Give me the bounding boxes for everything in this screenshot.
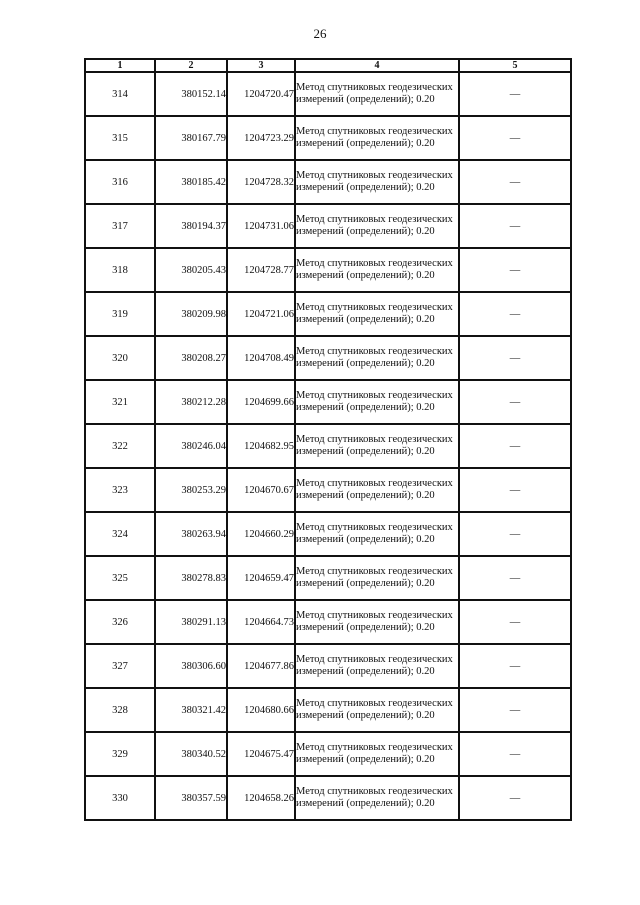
x-coordinate-cell: 380152.14 bbox=[155, 72, 227, 116]
note-cell: — bbox=[459, 732, 571, 776]
x-coordinate-cell: 380291.13 bbox=[155, 600, 227, 644]
y-coordinate-cell: 1204670.67 bbox=[227, 468, 295, 512]
x-coordinate-cell: 380340.52 bbox=[155, 732, 227, 776]
table-row bbox=[85, 292, 571, 336]
table-row bbox=[85, 72, 571, 116]
method-cell: Метод спутниковых геодезических измерений (определений); 0.20 bbox=[295, 204, 459, 248]
y-coordinate-cell: 1204658.26 bbox=[227, 776, 295, 820]
note-cell: — bbox=[459, 160, 571, 204]
point-number-cell: 330 bbox=[85, 776, 155, 820]
y-coordinate-cell: 1204731.06 bbox=[227, 204, 295, 248]
table-row bbox=[85, 732, 571, 776]
point-number-cell: 318 bbox=[85, 248, 155, 292]
y-coordinate-cell: 1204675.47 bbox=[227, 732, 295, 776]
note-cell: — bbox=[459, 776, 571, 820]
note-cell: — bbox=[459, 380, 571, 424]
y-coordinate-cell: 1204708.49 bbox=[227, 336, 295, 380]
method-cell: Метод спутниковых геодезических измерений (определений); 0.20 bbox=[295, 556, 459, 600]
point-number-cell: 320 bbox=[85, 336, 155, 380]
method-cell: Метод спутниковых геодезических измерений (определений); 0.20 bbox=[295, 160, 459, 204]
x-coordinate-cell: 380278.83 bbox=[155, 556, 227, 600]
point-number-cell: 319 bbox=[85, 292, 155, 336]
note-cell: — bbox=[459, 204, 571, 248]
table-row bbox=[85, 116, 571, 160]
header-col-1: 1 bbox=[85, 59, 155, 72]
point-number-cell: 323 bbox=[85, 468, 155, 512]
point-number-cell: 314 bbox=[85, 72, 155, 116]
note-cell: — bbox=[459, 248, 571, 292]
method-cell: Метод спутниковых геодезических измерений (определений); 0.20 bbox=[295, 72, 459, 116]
table-row bbox=[85, 512, 571, 556]
table-row bbox=[85, 644, 571, 688]
y-coordinate-cell: 1204720.47 bbox=[227, 72, 295, 116]
note-cell: — bbox=[459, 600, 571, 644]
note-cell: — bbox=[459, 688, 571, 732]
y-coordinate-cell: 1204682.95 bbox=[227, 424, 295, 468]
y-coordinate-cell: 1204728.77 bbox=[227, 248, 295, 292]
method-cell: Метод спутниковых геодезических измерений (определений); 0.20 bbox=[295, 644, 459, 688]
x-coordinate-cell: 380306.60 bbox=[155, 644, 227, 688]
point-number-cell: 328 bbox=[85, 688, 155, 732]
x-coordinate-cell: 380209.98 bbox=[155, 292, 227, 336]
x-coordinate-cell: 380246.04 bbox=[155, 424, 227, 468]
y-coordinate-cell: 1204699.66 bbox=[227, 380, 295, 424]
note-cell: — bbox=[459, 512, 571, 556]
note-cell: — bbox=[459, 468, 571, 512]
method-cell: Метод спутниковых геодезических измерений (определений); 0.20 bbox=[295, 292, 459, 336]
y-coordinate-cell: 1204721.06 bbox=[227, 292, 295, 336]
point-number-cell: 317 bbox=[85, 204, 155, 248]
note-cell: — bbox=[459, 116, 571, 160]
table-row bbox=[85, 468, 571, 512]
x-coordinate-cell: 380194.37 bbox=[155, 204, 227, 248]
y-coordinate-cell: 1204664.73 bbox=[227, 600, 295, 644]
method-cell: Метод спутниковых геодезических измерений (определений); 0.20 bbox=[295, 424, 459, 468]
method-cell: Метод спутниковых геодезических измерений (определений); 0.20 bbox=[295, 776, 459, 820]
x-coordinate-cell: 380205.43 bbox=[155, 248, 227, 292]
y-coordinate-cell: 1204659.47 bbox=[227, 556, 295, 600]
point-number-cell: 324 bbox=[85, 512, 155, 556]
x-coordinate-cell: 380185.42 bbox=[155, 160, 227, 204]
x-coordinate-cell: 380167.79 bbox=[155, 116, 227, 160]
x-coordinate-cell: 380357.59 bbox=[155, 776, 227, 820]
header-col-5: 5 bbox=[459, 59, 571, 72]
note-cell: — bbox=[459, 292, 571, 336]
note-cell: — bbox=[459, 72, 571, 116]
table-body bbox=[85, 72, 571, 820]
method-cell: Метод спутниковых геодезических измерений (определений); 0.20 bbox=[295, 732, 459, 776]
note-cell: — bbox=[459, 424, 571, 468]
table-row bbox=[85, 600, 571, 644]
table-row bbox=[85, 424, 571, 468]
y-coordinate-cell: 1204660.29 bbox=[227, 512, 295, 556]
x-coordinate-cell: 380263.94 bbox=[155, 512, 227, 556]
point-number-cell: 322 bbox=[85, 424, 155, 468]
coordinates-table bbox=[84, 58, 572, 821]
x-coordinate-cell: 380253.29 bbox=[155, 468, 227, 512]
point-number-cell: 321 bbox=[85, 380, 155, 424]
y-coordinate-cell: 1204677.86 bbox=[227, 644, 295, 688]
table-row bbox=[85, 336, 571, 380]
method-cell: Метод спутниковых геодезических измерений (определений); 0.20 bbox=[295, 512, 459, 556]
y-coordinate-cell: 1204728.32 bbox=[227, 160, 295, 204]
point-number-cell: 326 bbox=[85, 600, 155, 644]
point-number-cell: 316 bbox=[85, 160, 155, 204]
note-cell: — bbox=[459, 336, 571, 380]
method-cell: Метод спутниковых геодезических измерений (определений); 0.20 bbox=[295, 688, 459, 732]
note-cell: — bbox=[459, 556, 571, 600]
x-coordinate-cell: 380321.42 bbox=[155, 688, 227, 732]
method-cell: Метод спутниковых геодезических измерений (определений); 0.20 bbox=[295, 468, 459, 512]
x-coordinate-cell: 380208.27 bbox=[155, 336, 227, 380]
method-cell: Метод спутниковых геодезических измерений (определений); 0.20 bbox=[295, 116, 459, 160]
table-row bbox=[85, 380, 571, 424]
y-coordinate-cell: 1204723.29 bbox=[227, 116, 295, 160]
table-row bbox=[85, 248, 571, 292]
y-coordinate-cell: 1204680.66 bbox=[227, 688, 295, 732]
table-row bbox=[85, 688, 571, 732]
method-cell: Метод спутниковых геодезических измерений (определений); 0.20 bbox=[295, 600, 459, 644]
point-number-cell: 325 bbox=[85, 556, 155, 600]
table-header-row bbox=[85, 59, 571, 72]
table-row bbox=[85, 776, 571, 820]
method-cell: Метод спутниковых геодезических измерений (определений); 0.20 bbox=[295, 336, 459, 380]
x-coordinate-cell: 380212.28 bbox=[155, 380, 227, 424]
point-number-cell: 327 bbox=[85, 644, 155, 688]
point-number-cell: 315 bbox=[85, 116, 155, 160]
table-row bbox=[85, 556, 571, 600]
header-col-3: 3 bbox=[227, 59, 295, 72]
header-col-2: 2 bbox=[155, 59, 227, 72]
note-cell: — bbox=[459, 644, 571, 688]
table-row bbox=[85, 204, 571, 248]
point-number-cell: 329 bbox=[85, 732, 155, 776]
page-number: 26 bbox=[313, 26, 327, 41]
header-col-4: 4 bbox=[295, 59, 459, 72]
table-row bbox=[85, 160, 571, 204]
method-cell: Метод спутниковых геодезических измерений (определений); 0.20 bbox=[295, 248, 459, 292]
method-cell: Метод спутниковых геодезических измерений (определений); 0.20 bbox=[295, 380, 459, 424]
